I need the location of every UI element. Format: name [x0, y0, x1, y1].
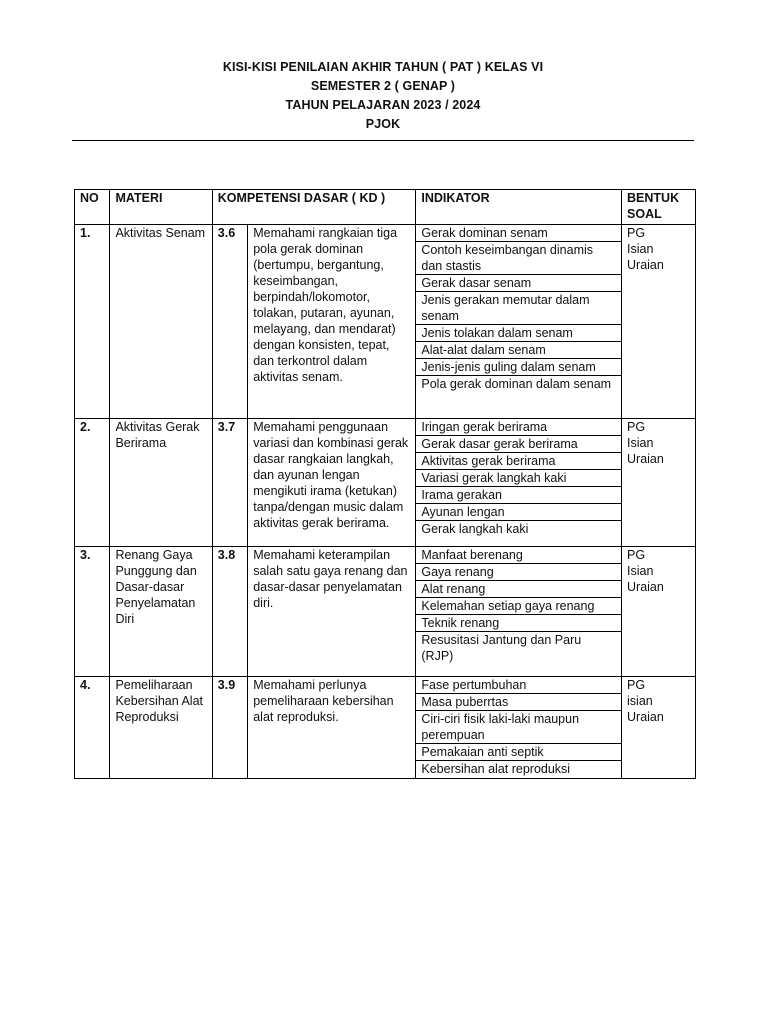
indikator-item: Gaya renang [416, 564, 621, 581]
bentuk-soal-item: Uraian [627, 580, 664, 594]
indikator-item: Iringan gerak berirama [416, 419, 621, 436]
kd-number: 3.8 [212, 547, 247, 677]
indikator-item: Pola gerak dominan dalam senam [421, 377, 612, 391]
indikator-list [416, 225, 621, 392]
indikator-item: Kebersihan alat reproduksi [421, 762, 571, 776]
table-row [75, 419, 696, 547]
bentuk-soal-item: PG [627, 548, 646, 562]
title-line-4: PJOK [365, 117, 401, 131]
kisi-kisi-table [74, 189, 696, 779]
title-line-3: TAHUN PELAJARAN 2023 / 2024 [285, 98, 481, 112]
title-line-2: SEMESTER 2 ( GENAP ) [310, 79, 456, 93]
table-row [75, 677, 696, 779]
indikator-list [416, 547, 621, 664]
bentuk-soal-item: Isian [627, 242, 654, 256]
materi-cell: Renang Gaya Punggung dan Dasar-dasar Penyelamatan Diri [110, 547, 212, 677]
indikator-item: Gerak dasar senam [416, 275, 621, 292]
indikator-item: Alat renang [416, 581, 621, 598]
indikator-item: Manfaat berenang [416, 547, 621, 564]
indikator-cell [416, 419, 622, 547]
row-number: 3. [75, 547, 110, 677]
table-row [75, 547, 696, 677]
indikator-cell [416, 547, 622, 677]
indikator-item: Alat-alat dalam senam [416, 342, 621, 359]
bentuk-soal-cell [622, 547, 696, 677]
indikator-item: Aktivitas gerak berirama [416, 453, 621, 470]
column-header-no: NO [75, 190, 110, 225]
kd-number: 3.7 [212, 419, 247, 547]
indikator-item: Jenis tolakan dalam senam [416, 325, 621, 342]
bentuk-soal-cell [622, 419, 696, 547]
kd-number: 3.6 [212, 225, 247, 419]
row-number: 1. [75, 225, 110, 419]
indikator-item: Jenis-jenis guling dalam senam [416, 359, 621, 376]
indikator-cell [416, 677, 622, 779]
indikator-list [416, 419, 621, 537]
bentuk-soal-item: Uraian [627, 452, 664, 466]
column-header-materi: MATERI [110, 190, 212, 225]
bentuk-soal-item: Uraian [627, 710, 664, 724]
bentuk-soal-item: Isian [627, 436, 654, 450]
indikator-item: Ciri-ciri fisik laki-laki maupun perempuan [416, 711, 621, 744]
table-header-row [75, 190, 696, 225]
kd-description: Memahami keterampilan salah satu gaya renang dan dasar-dasar penyelamatan diri. [248, 547, 416, 677]
indikator-item: Kelemahan setiap gaya renang [416, 598, 621, 615]
indikator-item: Contoh keseimbangan dinamis dan stastis [416, 242, 621, 275]
document-header [72, 58, 694, 134]
indikator-item: Jenis gerakan memutar dalam senam [416, 292, 621, 325]
materi-cell: Pemeliharaan Kebersihan Alat Reproduksi [110, 677, 212, 779]
indikator-item: Pemakaian anti septik [416, 744, 621, 761]
indikator-item: Gerak langkah kaki [421, 522, 529, 536]
bentuk-soal-item: PG [627, 420, 646, 434]
kd-number: 3.9 [212, 677, 247, 779]
bentuk-soal-item: Isian [627, 564, 654, 578]
kd-description: Memahami rangkaian tiga pola gerak dominan (bertumpu, bergantung, keseimbangan, berpindah/lokomotor, tolakan, putaran, ayunan, melayang, dan mendarat) dengan konsisten, tepat, dan terkontrol dalam aktivitas senam. [248, 225, 416, 419]
indikator-item: Gerak dasar gerak berirama [416, 436, 621, 453]
row-number: 2. [75, 419, 110, 547]
materi-cell: Aktivitas Senam [110, 225, 212, 419]
header-divider [72, 140, 694, 141]
indikator-item: Variasi gerak langkah kaki [416, 470, 621, 487]
bentuk-soal-cell [622, 677, 696, 779]
indikator-item: Masa puberrtas [416, 694, 621, 711]
column-header-bentuk-soal: BENTUK SOAL [622, 190, 696, 225]
indikator-item: Teknik renang [416, 615, 621, 632]
column-header-kd: KOMPETENSI DASAR ( KD ) [212, 190, 416, 225]
table-row [75, 225, 696, 419]
bentuk-soal-item: PG [627, 678, 646, 692]
indikator-item: Resusitasi Jantung dan Paru (RJP) [421, 633, 582, 663]
indikator-item: Fase pertumbuhan [416, 677, 621, 694]
kd-description: Memahami penggunaan variasi dan kombinasi gerak dasar rangkaian langkah, dan ayunan lengan mengikuti irama (ketukan) tanpa/dengan music dalam aktivitas gerak berirama. [248, 419, 416, 547]
indikator-item: Irama gerakan [416, 487, 621, 504]
materi-cell: Aktivitas Gerak Berirama [110, 419, 212, 547]
indikator-item: Gerak dominan senam [416, 225, 621, 242]
indikator-list [416, 677, 621, 777]
bentuk-soal-item: PG [627, 226, 646, 240]
bentuk-soal-cell [622, 225, 696, 419]
bentuk-soal-item: isian [627, 694, 653, 708]
row-number: 4. [75, 677, 110, 779]
bentuk-soal-item: Uraian [627, 258, 664, 272]
kd-description: Memahami perlunya pemeliharaan kebersihan alat reproduksi. [248, 677, 416, 779]
indikator-item: Ayunan lengan [416, 504, 621, 521]
column-header-indikator: INDIKATOR [416, 190, 622, 225]
indikator-cell [416, 225, 622, 419]
title-line-1: KISI-KISI PENILAIAN AKHIR TAHUN ( PAT ) KELAS VI [222, 60, 544, 74]
